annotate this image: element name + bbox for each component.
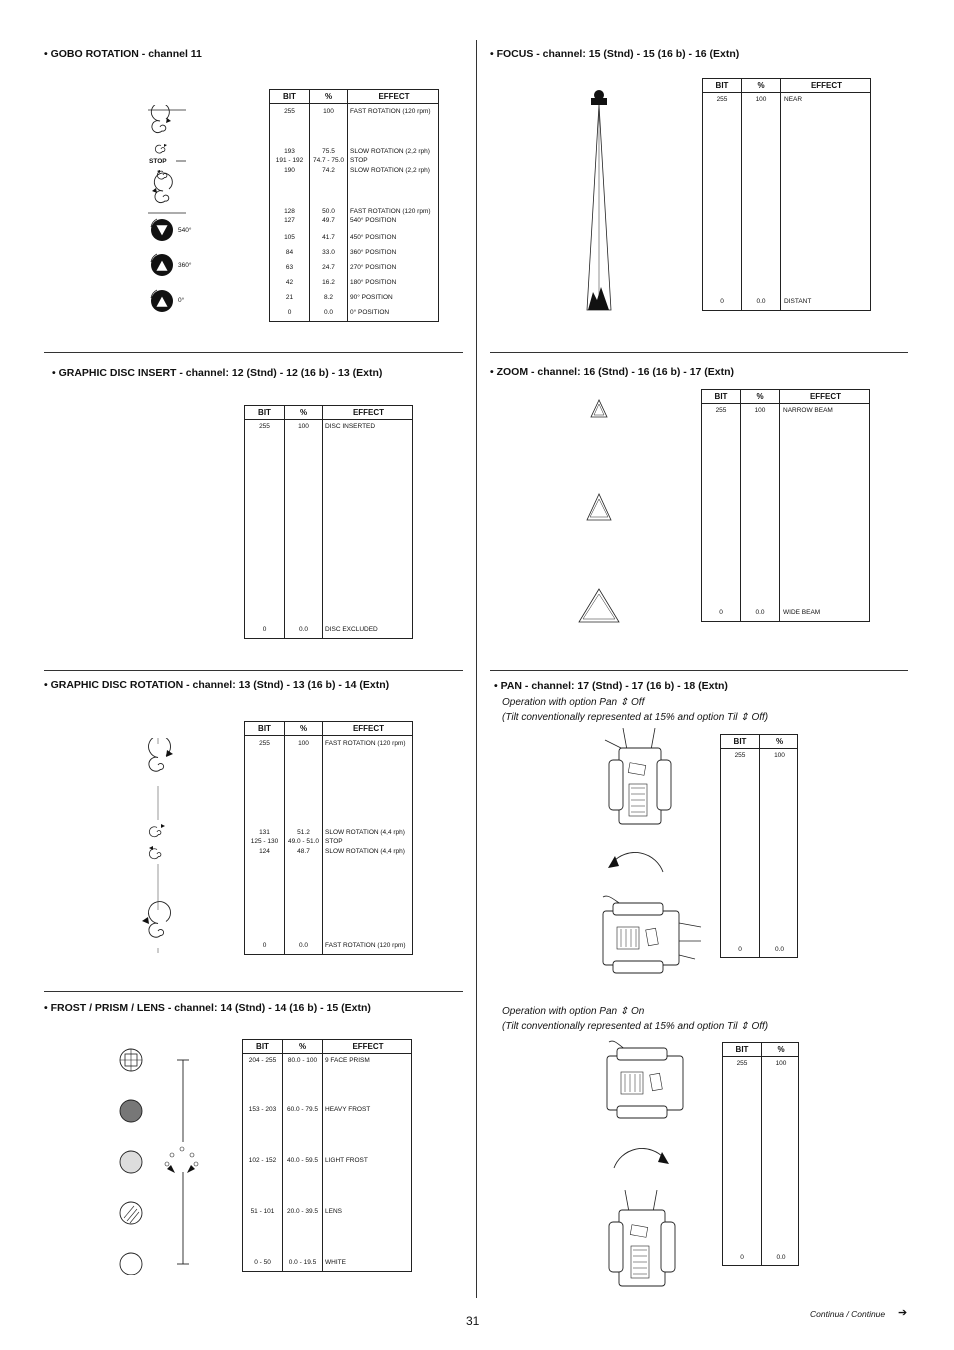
table-row: 204 - 255 bbox=[248, 1057, 277, 1064]
pan-off-table: BIT % 255 100 0 0.0 bbox=[720, 734, 798, 958]
frost-title: • FROST / PRISM / LENS - channel: 14 (Stnd) - 14 (16 b) - 15 (Extn) bbox=[44, 1002, 371, 1014]
table-row: 0 bbox=[720, 298, 724, 305]
disc-rotation-table: BIT % EFFECT 255 100 FAST ROTATION (120 rpm) 131 51.2 SLOW ROTATION (4,4 rph) 125 - 130 49.0 - 51.0 STOP 124 48.7 SLOW ROTATION (4,4 rph) 0 0.0 FAST ROTATION (120 rpm) bbox=[244, 721, 413, 955]
deg540-label: 540° bbox=[178, 227, 192, 234]
table-row: 42 bbox=[285, 279, 294, 286]
header-bit: BIT bbox=[735, 1045, 749, 1054]
fast-rotation-spiral-icon bbox=[151, 105, 171, 133]
position-0-icon bbox=[151, 290, 173, 312]
table-row: 84 bbox=[285, 249, 294, 256]
table-row: 125 - 130 bbox=[250, 838, 279, 845]
moving-head-rotated-icon bbox=[595, 893, 705, 983]
header-bit: BIT bbox=[733, 737, 747, 746]
table-row: 131 bbox=[259, 829, 270, 836]
header-percent: % bbox=[299, 408, 308, 417]
header-effect: EFFECT bbox=[378, 92, 410, 101]
disc-rotation-title: • GRAPHIC DISC ROTATION - channel: 13 (Stnd) - 13 (16 b) - 14 (Extn) bbox=[44, 679, 390, 691]
pan-on-table: BIT % 255 100 0 0.0 bbox=[722, 1042, 799, 1266]
deg0-label: 0° bbox=[178, 297, 185, 304]
header-bit: BIT bbox=[258, 724, 271, 733]
table-row: 193 bbox=[284, 148, 295, 155]
table-row: 63 bbox=[285, 264, 294, 271]
header-percent: % bbox=[775, 737, 784, 746]
table-row: 124 bbox=[259, 848, 270, 855]
header-percent: % bbox=[299, 724, 308, 733]
header-percent: % bbox=[324, 92, 333, 101]
table-row: 127 bbox=[284, 217, 295, 224]
narrow-beam-icon bbox=[591, 400, 607, 417]
table-row: 102 - 152 bbox=[248, 1157, 277, 1164]
table-row: 0 bbox=[719, 609, 723, 616]
pan-off-line1: Operation with option Pan ⇕ Off bbox=[502, 697, 645, 708]
frost-table: BIT % EFFECT 204 - 255 80.0 - 100 9 FACE PRISM 153 - 203 60.0 - 79.5 HEAVY FROST 102 - 152 40.0 - 59.5 LIGHT FROST 51 - 101 20.0 - 39.5 LENS 0 - 50 0.0 - 19.5 WHITE bbox=[242, 1039, 412, 1272]
slow-rotation-spiral-icon bbox=[155, 144, 167, 153]
header-bit: BIT bbox=[715, 81, 729, 90]
gobo-icons bbox=[140, 105, 210, 325]
header-percent: % bbox=[298, 1042, 307, 1051]
rotation-arrows-icon bbox=[165, 1142, 198, 1173]
table-row: 0 - 50 bbox=[254, 1259, 271, 1266]
wide-beam-icon bbox=[579, 589, 619, 622]
pan-on-line2: (Tilt conventionally represented at 15% and option Til ⇕ Off) bbox=[502, 1021, 769, 1032]
header-bit: BIT bbox=[258, 408, 271, 417]
divider-left-2 bbox=[44, 670, 463, 671]
header-effect: EFFECT bbox=[809, 392, 842, 401]
divider-left-3 bbox=[44, 991, 463, 992]
table-row: 191 - 192 bbox=[275, 157, 304, 164]
gobo-title: • GOBO ROTATION - channel 11 bbox=[44, 48, 202, 60]
continue-label: Continua / Continue bbox=[810, 1309, 886, 1319]
zoom-icons bbox=[575, 396, 625, 626]
deg360-label: 360° bbox=[178, 262, 192, 269]
header-effect: EFFECT bbox=[352, 1042, 384, 1051]
table-row: 21 bbox=[285, 294, 294, 301]
heavy-frost-icon bbox=[120, 1100, 142, 1122]
divider-right-1 bbox=[490, 352, 908, 353]
moving-head-upright-icon bbox=[595, 1190, 705, 1290]
rotation-arrow-ccw-icon bbox=[605, 842, 665, 892]
rotation-arrow-cw-icon bbox=[612, 1138, 672, 1188]
table-row: 105 bbox=[284, 234, 295, 241]
focus-title: • FOCUS - channel: 15 (Stnd) - 15 (16 b) - 16 (Extn) bbox=[490, 48, 740, 60]
white-icon bbox=[120, 1253, 142, 1275]
table-row: 0 bbox=[287, 309, 292, 316]
table-row: 255 bbox=[736, 1060, 748, 1067]
stop-label: STOP bbox=[149, 158, 167, 165]
pan-off-line2: (Tilt conventionally represented at 15% and option Til ⇕ Off) bbox=[502, 712, 769, 723]
table-row: 0 bbox=[262, 626, 267, 633]
zoom-title: • ZOOM - channel: 16 (Stnd) - 16 (16 b) - 17 (Extn) bbox=[490, 366, 735, 378]
medium-beam-icon bbox=[587, 494, 611, 520]
center-divider bbox=[476, 40, 477, 1298]
table-row: 0 bbox=[740, 1254, 744, 1261]
divider-left-1 bbox=[44, 352, 463, 353]
header-percent: % bbox=[757, 81, 765, 90]
insert-title: • GRAPHIC DISC INSERT - channel: 12 (Stnd) - 12 (16 b) - 13 (Extn) bbox=[52, 367, 383, 379]
divider-right-2 bbox=[490, 670, 908, 671]
disc-rotation-icons bbox=[136, 738, 186, 953]
lens-icon bbox=[120, 1202, 142, 1224]
moving-head-upright-icon bbox=[595, 728, 705, 828]
insert-table: BIT % EFFECT 255 100 DISC INSERTED 0 0.0 DISC EXCLUDED bbox=[244, 405, 413, 639]
header-percent: % bbox=[756, 392, 764, 401]
table-row: 255 bbox=[716, 96, 728, 103]
header-bit: BIT bbox=[256, 1042, 269, 1051]
table-row: 190 bbox=[284, 167, 295, 174]
pan-on-line1: Operation with option Pan ⇕ On bbox=[502, 1006, 645, 1017]
table-row: 128 bbox=[284, 208, 295, 215]
frost-icons bbox=[115, 1045, 215, 1275]
pan-title: • PAN - channel: 17 (Stnd) - 17 (16 b) - 18 (Extn) bbox=[494, 680, 728, 692]
header-effect: EFFECT bbox=[352, 408, 385, 417]
header-bit: BIT bbox=[714, 392, 728, 401]
header-bit: BIT bbox=[283, 92, 296, 101]
page-number: 31 bbox=[466, 1314, 480, 1328]
header-effect: EFFECT bbox=[810, 81, 843, 90]
prism-icon bbox=[120, 1049, 142, 1071]
focus-beam-icon bbox=[583, 88, 617, 316]
table-row: 0 bbox=[738, 946, 742, 953]
moving-head-rotated-icon bbox=[595, 1038, 705, 1128]
light-frost-icon bbox=[120, 1151, 142, 1173]
table-row: 255 bbox=[284, 108, 295, 115]
table-row: 0 bbox=[262, 942, 267, 949]
table-row: 153 - 203 bbox=[248, 1106, 277, 1113]
fast-reverse-spiral-icon bbox=[152, 173, 172, 203]
table-row: 255 bbox=[259, 740, 270, 747]
position-360-icon bbox=[151, 254, 173, 276]
zoom-table: BIT % EFFECT 255 100 NARROW BEAM 0 0.0 WIDE BEAM bbox=[701, 389, 870, 622]
header-percent: % bbox=[777, 1045, 785, 1054]
continue-arrow-icon: ➔ bbox=[898, 1307, 908, 1319]
header-effect: EFFECT bbox=[352, 724, 385, 733]
table-row: 51 - 101 bbox=[250, 1208, 275, 1215]
table-row: 255 bbox=[734, 752, 746, 759]
table-row: 255 bbox=[715, 407, 727, 414]
focus-table: BIT % EFFECT 255 100 NEAR 0 0.0 DISTANT bbox=[702, 78, 871, 311]
table-row: 255 bbox=[259, 423, 270, 430]
position-540-icon bbox=[151, 219, 173, 241]
gobo-table: BIT % EFFECT 255 100 FAST ROTATION (120 rpm) 193 75.5 SLOW ROTATION (2,2 rph) 191 - 192 74.7 - 75.0 STOP 190 74.2 SLOW ROTATION (2,2 rph) 128 50.0 FAST ROTATION (120 rpm) 127 49.7 540° POSITION 105 41.7 450° POSITION 84 33.0 360° POSITION 63 24.7 270° POSITION 42 16.2 180° POSITION 21 8.2 90° POSITION 0 0.0 0° POSITION bbox=[269, 89, 439, 322]
